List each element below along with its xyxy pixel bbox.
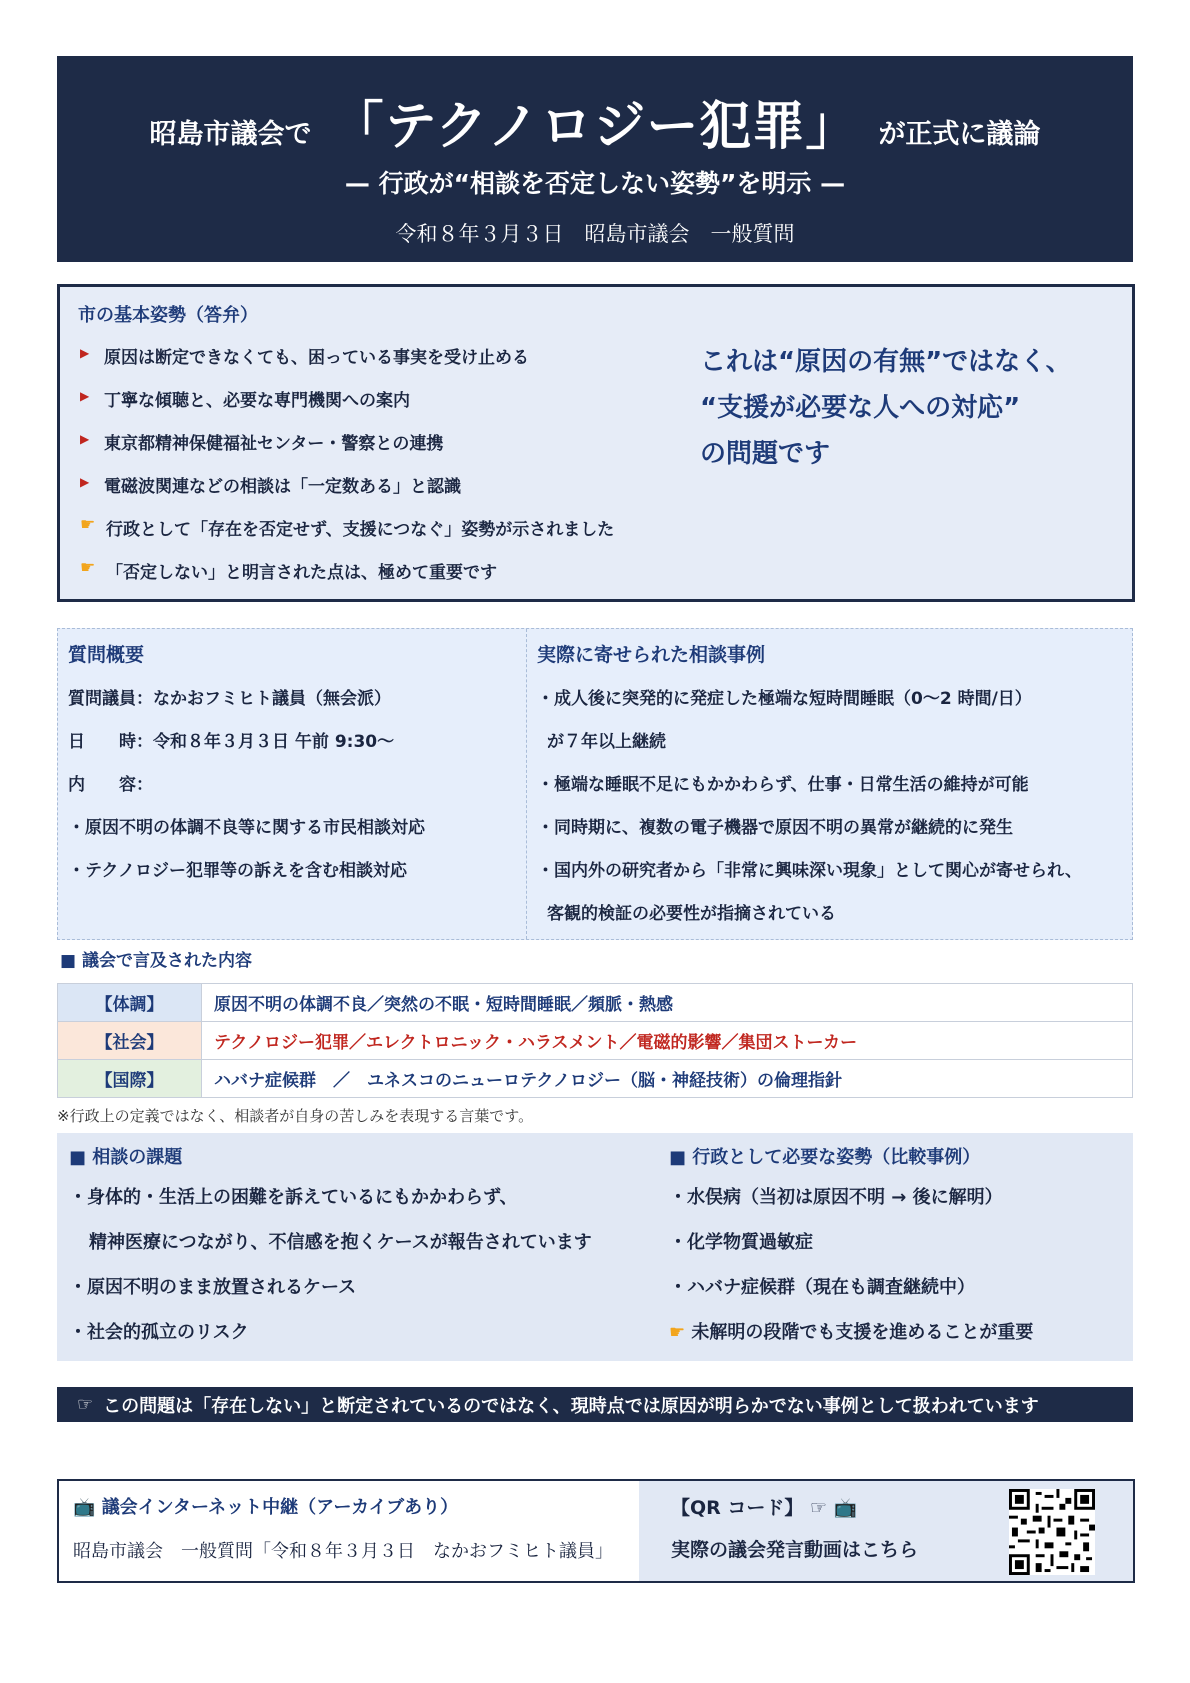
attitude-heading: ■ 行政として必要な姿勢（比較事例）	[669, 1147, 981, 1168]
attitude-column	[669, 1143, 1033, 1363]
list-item: ・原因不明の体調不良等に関する市民相談対応	[68, 818, 425, 838]
triangle-bullet-icon: ▶	[80, 475, 90, 489]
table-row	[58, 1022, 1133, 1060]
mentions-heading: ■ 議会で言及された内容	[60, 951, 252, 971]
overview-member: 質問議員：なかおフミヒト議員（無会派）	[68, 689, 391, 709]
pointing-hand-icon: ☛	[80, 515, 96, 535]
title-main: 「テクノロジー犯罪」	[331, 97, 859, 157]
pointing-hand-icon: ☞	[77, 1394, 94, 1415]
list-item: ・身体的・生活上の困難を訴えているにもかかわらず、	[69, 1187, 518, 1208]
overview-datetime: 日 時：令和８年３月３日 午前 9:30〜	[68, 732, 395, 752]
list-item: ・ハバナ症候群（現在も調査継続中）	[669, 1277, 975, 1298]
list-item: ▶ 東京都精神保健福祉センター・警察との連携	[80, 429, 614, 472]
tv-icon: 📺	[833, 1497, 858, 1519]
footer-left	[59, 1481, 639, 1581]
stance-heading: 市の基本姿勢（答弁）	[78, 305, 258, 326]
cases-column	[527, 629, 1132, 939]
row-text: テクノロジー犯罪／エレクトロニック・ハラスメント／電磁的影響／集団ストーカー	[202, 1022, 1133, 1060]
row-tag: 【国際】	[58, 1060, 202, 1098]
qr-heading: 【QR コード】 ☞ 📺	[671, 1497, 858, 1519]
list-item: ☛ 行政として「存在を否定せず、支援につなぐ」姿勢が示されました	[80, 515, 615, 540]
title-row	[57, 84, 1133, 159]
list-item: ・原因不明のまま放置されるケース	[69, 1277, 357, 1298]
mentions-table	[57, 983, 1133, 1098]
triangle-bullet-icon: ▶	[80, 432, 90, 446]
overview-column	[58, 629, 527, 939]
pointing-hand-icon: ☞	[803, 1497, 834, 1519]
issues-column	[69, 1143, 592, 1363]
footer-heading: 📺 議会インターネット中継（アーカイブあり）	[73, 1497, 459, 1518]
qr-text: 実際の議会発言動画はこちら	[671, 1539, 919, 1561]
stance-quote: これは“原因の有無”ではなく、 “支援が必要な人への対応” の問題です	[700, 347, 1072, 469]
triangle-bullet-icon: ▶	[80, 389, 90, 403]
list-item: ・社会的孤立のリスク	[69, 1322, 249, 1343]
row-text: ハバナ症候群 ／ ユネスコのニューロテクノロジー（脳・神経技術）の倫理指針	[202, 1060, 1133, 1098]
tv-icon: 📺	[73, 1497, 102, 1518]
overview-heading: 質問概要	[68, 644, 145, 666]
list-item: ・同時期に、複数の電子機器で原因不明の異常が継続的に発生	[537, 818, 1013, 838]
header-banner	[57, 56, 1133, 262]
list-item: ▶ 丁寧な傾聴と、必要な専門機関への案内	[80, 386, 614, 429]
footer-box	[57, 1479, 1135, 1583]
qr-code[interactable]	[1009, 1489, 1095, 1575]
title-prefix: 昭島市議会で	[149, 119, 312, 150]
title-suffix: が正式に議論	[878, 119, 1041, 150]
banner-text: この問題は「存在しない」と断定されているのではなく、現時点では原因が明らかでない事例として扱われています	[103, 1395, 1039, 1417]
list-item: ▶ 原因は断定できなくても、困っている事実を受け止める	[80, 343, 614, 386]
row-text: 原因不明の体調不良／突然の不眠・短時間睡眠／頻脈・熱感	[202, 984, 1133, 1022]
list-item: ・極端な睡眠不足にもかかわらず、仕事・日常生活の維持が可能	[537, 775, 1029, 795]
overview-content-label: 内 容：	[68, 775, 153, 795]
row-tag: 【社会】	[58, 1022, 202, 1060]
list-item: が７年以上継続	[547, 732, 666, 752]
cases-heading: 実際に寄せられた相談事例	[537, 644, 766, 666]
triangle-bullet-icon: ▶	[80, 346, 90, 360]
table-row	[58, 984, 1133, 1022]
list-item: ☛ 未解明の段階でも支援を進めることが重要	[669, 1322, 1034, 1343]
list-item: ・化学物質過敏症	[669, 1232, 813, 1253]
footer-right	[639, 1481, 1133, 1581]
issues-heading: ■ 相談の課題	[69, 1147, 183, 1168]
header-date: 令和８年３月３日 昭島市議会 一般質問	[395, 222, 795, 246]
stance-panel	[57, 284, 1135, 602]
list-item: ・水俣病（当初は原因不明 → 後に解明）	[669, 1187, 1003, 1208]
list-item: ・テクノロジー犯罪等の訴えを含む相談対応	[68, 861, 407, 881]
list-item: 客観的検証の必要性が指摘されている	[547, 904, 836, 924]
footer-text: 昭島市議会 一般質問「令和８年３月３日 なかおフミヒト議員」	[73, 1541, 613, 1562]
list-item: 精神医療につながり、不信感を抱くケースが報告されています	[89, 1232, 592, 1253]
list-item: ・国内外の研究者から「非常に興味深い現象」として関心が寄せられ、	[537, 861, 1083, 881]
table-row	[58, 1060, 1133, 1098]
issues-panel	[57, 1133, 1133, 1361]
pointing-hand-icon: ☛	[80, 558, 96, 578]
row-tag: 【体調】	[58, 984, 202, 1022]
subtitle: — 行政が“相談を否定しない姿勢”を明示 —	[344, 169, 846, 198]
overview-cases-panel	[57, 628, 1133, 940]
pointing-hand-icon: ☛	[669, 1322, 692, 1343]
list-item: ▶ 電磁波関連などの相談は「一定数ある」と認識	[80, 472, 614, 515]
mentions-note: ※行政上の定義ではなく、相談者が自身の苦しみを表現する言葉です。	[57, 1107, 534, 1125]
stance-list	[80, 343, 614, 601]
list-item: ・成人後に突発的に発症した極端な短時間睡眠（0〜2 時間/日）	[537, 689, 1032, 709]
list-item: ☛ 「否定しない」と明言された点は、極めて重要です	[80, 558, 497, 583]
conclusion-banner	[57, 1387, 1133, 1422]
